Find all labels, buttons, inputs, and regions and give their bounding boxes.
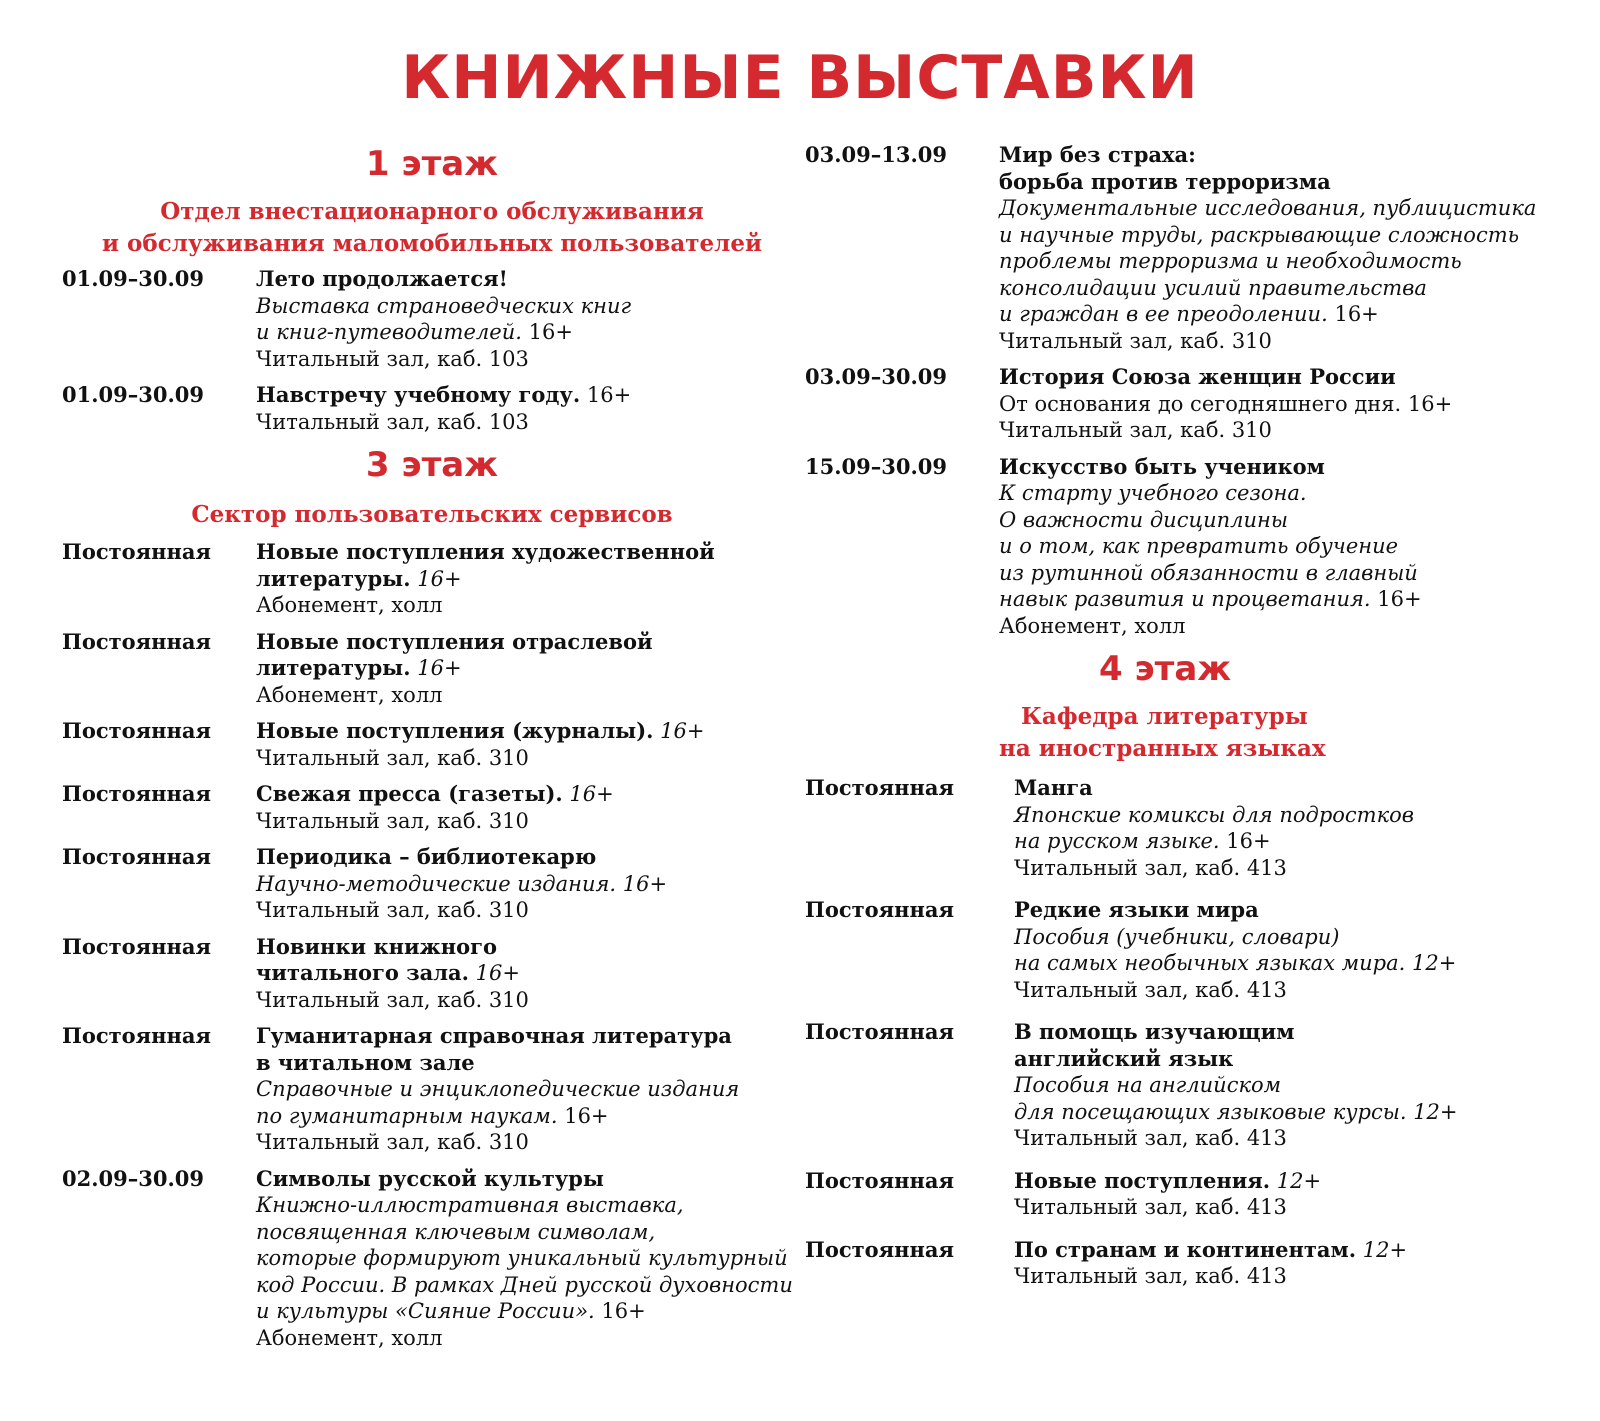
age-rating: 16+	[528, 320, 573, 344]
exhibition-location: Читальный зал, каб. 310	[256, 745, 529, 770]
page-title: КНИЖНЫЕ ВЫСТАВКИ	[401, 43, 1199, 113]
exhibition-title: По странам и континентам.	[1014, 1236, 1357, 1262]
exhibition-description: проблемы терроризма и необходимость	[999, 249, 1462, 273]
exhibition-description: Пособия (учебники, словари)	[1014, 924, 1340, 949]
age-rating: 16+	[586, 383, 632, 407]
exhibition-location: Читальный зал, каб. 310	[256, 808, 529, 833]
exhibition-title: Новинки книжного	[256, 933, 498, 959]
exhibition-title: Навстречу учебному году.	[256, 382, 581, 407]
exhibition-location: Абонемент, холл	[999, 613, 1186, 638]
exhibition-date: Постоянная	[62, 933, 212, 959]
exhibition-location: Читальный зал, каб. 310	[256, 1130, 529, 1154]
exhibition-entry	[62, 382, 802, 435]
exhibition-location: Читальный зал, каб. 413	[1014, 855, 1287, 880]
exhibition-title: Искусство быть учеником	[999, 453, 1325, 479]
exhibition-title: Манга	[1014, 775, 1093, 800]
department-heading-line: Сектор пользовательских сервисов	[191, 501, 673, 528]
exhibition-title: Новые поступления (журналы).	[256, 718, 654, 743]
exhibition-location: Читальный зал, каб. 413	[1014, 977, 1287, 1002]
age-rating: 16+	[564, 1103, 609, 1128]
age-rating: 16+	[622, 871, 668, 896]
age-rating: 12+	[1362, 1237, 1408, 1262]
exhibition-entry	[62, 629, 802, 709]
exhibition-location: Читальный зал, каб. 310	[999, 328, 1272, 353]
exhibition-location: Читальный зал, каб. 103	[256, 409, 529, 434]
age-rating: 16+	[660, 719, 705, 743]
exhibition-entry	[62, 781, 802, 834]
exhibition-location: Читальный зал, каб. 413	[1014, 1126, 1287, 1150]
exhibition-description: которые формируют уникальный культурный	[256, 1246, 788, 1270]
exhibition-location: Читальный зал, каб. 310	[256, 898, 529, 922]
exhibition-date: 01.09–30.09	[62, 266, 205, 291]
exhibition-description: и культуры «Сияние России».	[256, 1299, 595, 1323]
exhibition-location: Абонемент, холл	[256, 682, 443, 707]
exhibition-entry	[62, 266, 802, 372]
exhibition-entry	[805, 364, 1585, 444]
age-rating: 16+	[1377, 587, 1422, 611]
exhibition-description: Справочные и энциклопедические издания	[256, 1077, 740, 1101]
exhibition-description: на русском языке.	[1014, 829, 1220, 853]
right-column	[805, 142, 1585, 1300]
age-rating: 12+	[1276, 1168, 1322, 1193]
exhibition-date: Постоянная	[805, 897, 955, 922]
exhibition-description: и граждан в ее преодолении.	[999, 302, 1328, 326]
age-rating: 16+	[1407, 391, 1453, 416]
age-rating: 16+	[569, 782, 614, 806]
department-heading-line: Кафедра литературы	[1021, 703, 1308, 730]
exhibition-entry	[805, 897, 1585, 1003]
exhibition-location: Абонемент, холл	[256, 1325, 443, 1350]
age-rating: 16+	[1226, 829, 1271, 853]
exhibition-date: Постоянная	[62, 844, 212, 869]
exhibition-date: Постоянная	[62, 539, 212, 564]
exhibition-description: Пособия на английском	[1014, 1073, 1282, 1097]
exhibition-date: Постоянная	[62, 718, 212, 743]
exhibition-description: и книг-путеводителей.	[256, 320, 522, 344]
exhibition-description: навык развития и процветания.	[999, 587, 1371, 611]
age-rating: 12+	[1413, 1099, 1458, 1124]
exhibition-title: Периодика – библиотекарю	[256, 844, 597, 869]
age-rating: 16+	[601, 1299, 646, 1323]
exhibition-entry	[62, 844, 802, 924]
exhibition-date: 03.09–13.09	[805, 142, 948, 167]
exhibition-description: Японские комиксы для подростков	[1014, 802, 1414, 827]
exhibition-entry	[62, 539, 802, 619]
exhibition-location: Читальный зал, каб. 103	[256, 346, 529, 371]
age-rating: 12+	[1412, 951, 1457, 975]
department-heading	[62, 196, 802, 260]
exhibition-description: О важности дисциплины	[999, 507, 1288, 532]
exhibition-date: 01.09–30.09	[62, 382, 205, 407]
exhibition-title: английский язык	[1014, 1045, 1234, 1071]
floor-heading-3: 3 этаж	[365, 445, 499, 485]
exhibition-date: Постоянная	[805, 775, 955, 800]
exhibition-title: Символы русской культуры	[256, 1165, 604, 1191]
department-heading-line: и обслуживания маломобильных пользователей	[101, 230, 763, 257]
exhibition-location: Абонемент, холл	[256, 593, 443, 617]
exhibition-date: Постоянная	[805, 1236, 955, 1262]
exhibition-title: в читальном зале	[256, 1049, 475, 1075]
exhibition-entry	[805, 1237, 1585, 1290]
exhibition-date: Постоянная	[805, 1019, 955, 1044]
exhibition-entry	[805, 142, 1585, 354]
exhibition-title: Новые поступления художественной	[256, 539, 715, 564]
department-heading-line: Отдел внестационарного обслуживания	[160, 198, 704, 225]
exhibition-date: 15.09–30.09	[805, 453, 948, 479]
age-rating: 16+	[475, 961, 520, 985]
exhibition-description: код России. В рамках Дней русской духовности	[256, 1272, 793, 1297]
age-rating: 16+	[1334, 302, 1379, 326]
department-heading	[62, 499, 802, 531]
exhibition-title: Свежая пресса (газеты).	[256, 781, 563, 806]
exhibition-location: Читальный зал, каб. 413	[1014, 1195, 1287, 1219]
exhibition-description: Книжно-иллюстративная выставка,	[256, 1193, 684, 1217]
exhibition-title: Мир без страха:	[999, 142, 1196, 167]
exhibition-description: Выставка страноведческих книг	[256, 293, 632, 318]
department-heading	[999, 701, 1585, 765]
exhibition-date: Постоянная	[62, 781, 212, 806]
exhibition-description: От основания до сегодняшнего дня.	[999, 391, 1402, 416]
exhibition-title: Лето продолжается!	[256, 266, 508, 291]
exhibition-description: из рутинной обязанности в главный	[999, 560, 1418, 585]
exhibition-description: и научные труды, раскрывающие сложность	[999, 222, 1520, 247]
exhibition-entry	[62, 1023, 802, 1156]
floor-heading-4: 4 этаж	[1099, 649, 1232, 689]
exhibition-title: литературы.	[256, 565, 411, 591]
left-column	[62, 140, 802, 1361]
exhibition-entry	[805, 1019, 1585, 1152]
age-rating: 16+	[417, 566, 462, 591]
exhibition-title: читального зала.	[256, 960, 469, 985]
exhibition-date: Постоянная	[62, 1023, 212, 1048]
exhibition-entry	[62, 934, 802, 1014]
exhibition-title: Редкие языки мира	[1014, 897, 1259, 922]
exhibition-description: на самых необычных языках мира.	[1014, 951, 1406, 975]
exhibition-title: История Союза женщин России	[999, 364, 1396, 389]
exhibition-description: К старту учебного сезона.	[999, 481, 1307, 505]
exhibition-description: для посещающих языковые курсы.	[1014, 1099, 1407, 1124]
exhibition-entry	[805, 1168, 1585, 1221]
exhibition-location: Читальный зал, каб. 310	[999, 418, 1272, 442]
exhibition-entry	[805, 454, 1585, 640]
exhibition-title: Гуманитарная справочная литература	[256, 1023, 732, 1048]
exhibition-title: Новые поступления отраслевой	[256, 628, 653, 654]
exhibition-title: Новые поступления.	[1014, 1167, 1271, 1193]
exhibition-description: Научно-методические издания.	[256, 871, 617, 896]
exhibition-entry	[62, 1166, 802, 1352]
exhibition-location: Читальный зал, каб. 413	[1014, 1264, 1287, 1288]
exhibition-date: 02.09–30.09	[62, 1165, 205, 1191]
floor-heading-1: 1 этаж	[365, 144, 499, 184]
exhibition-description: Документальные исследования, публицистика	[999, 196, 1537, 220]
exhibition-description: по гуманитарным наукам.	[256, 1103, 558, 1128]
exhibition-date: Постоянная	[62, 628, 212, 654]
exhibition-entry	[62, 718, 802, 771]
exhibition-title: литературы.	[256, 655, 411, 680]
exhibition-description: посвященная ключевым символам,	[256, 1219, 656, 1244]
exhibition-entry	[805, 775, 1585, 881]
exhibition-location: Читальный зал, каб. 310	[256, 987, 529, 1012]
department-heading-line: на иностранных языках	[999, 735, 1326, 762]
exhibition-title: В помощь изучающим	[1014, 1019, 1295, 1044]
exhibition-description: и о том, как превратить обучение	[999, 534, 1399, 558]
exhibition-title: борьба против терроризма	[999, 168, 1331, 194]
exhibition-date: Постоянная	[805, 1167, 955, 1193]
age-rating: 16+	[417, 656, 462, 680]
exhibition-date: 03.09–30.09	[805, 364, 948, 389]
exhibition-description: консолидации усилий правительства	[999, 275, 1427, 300]
